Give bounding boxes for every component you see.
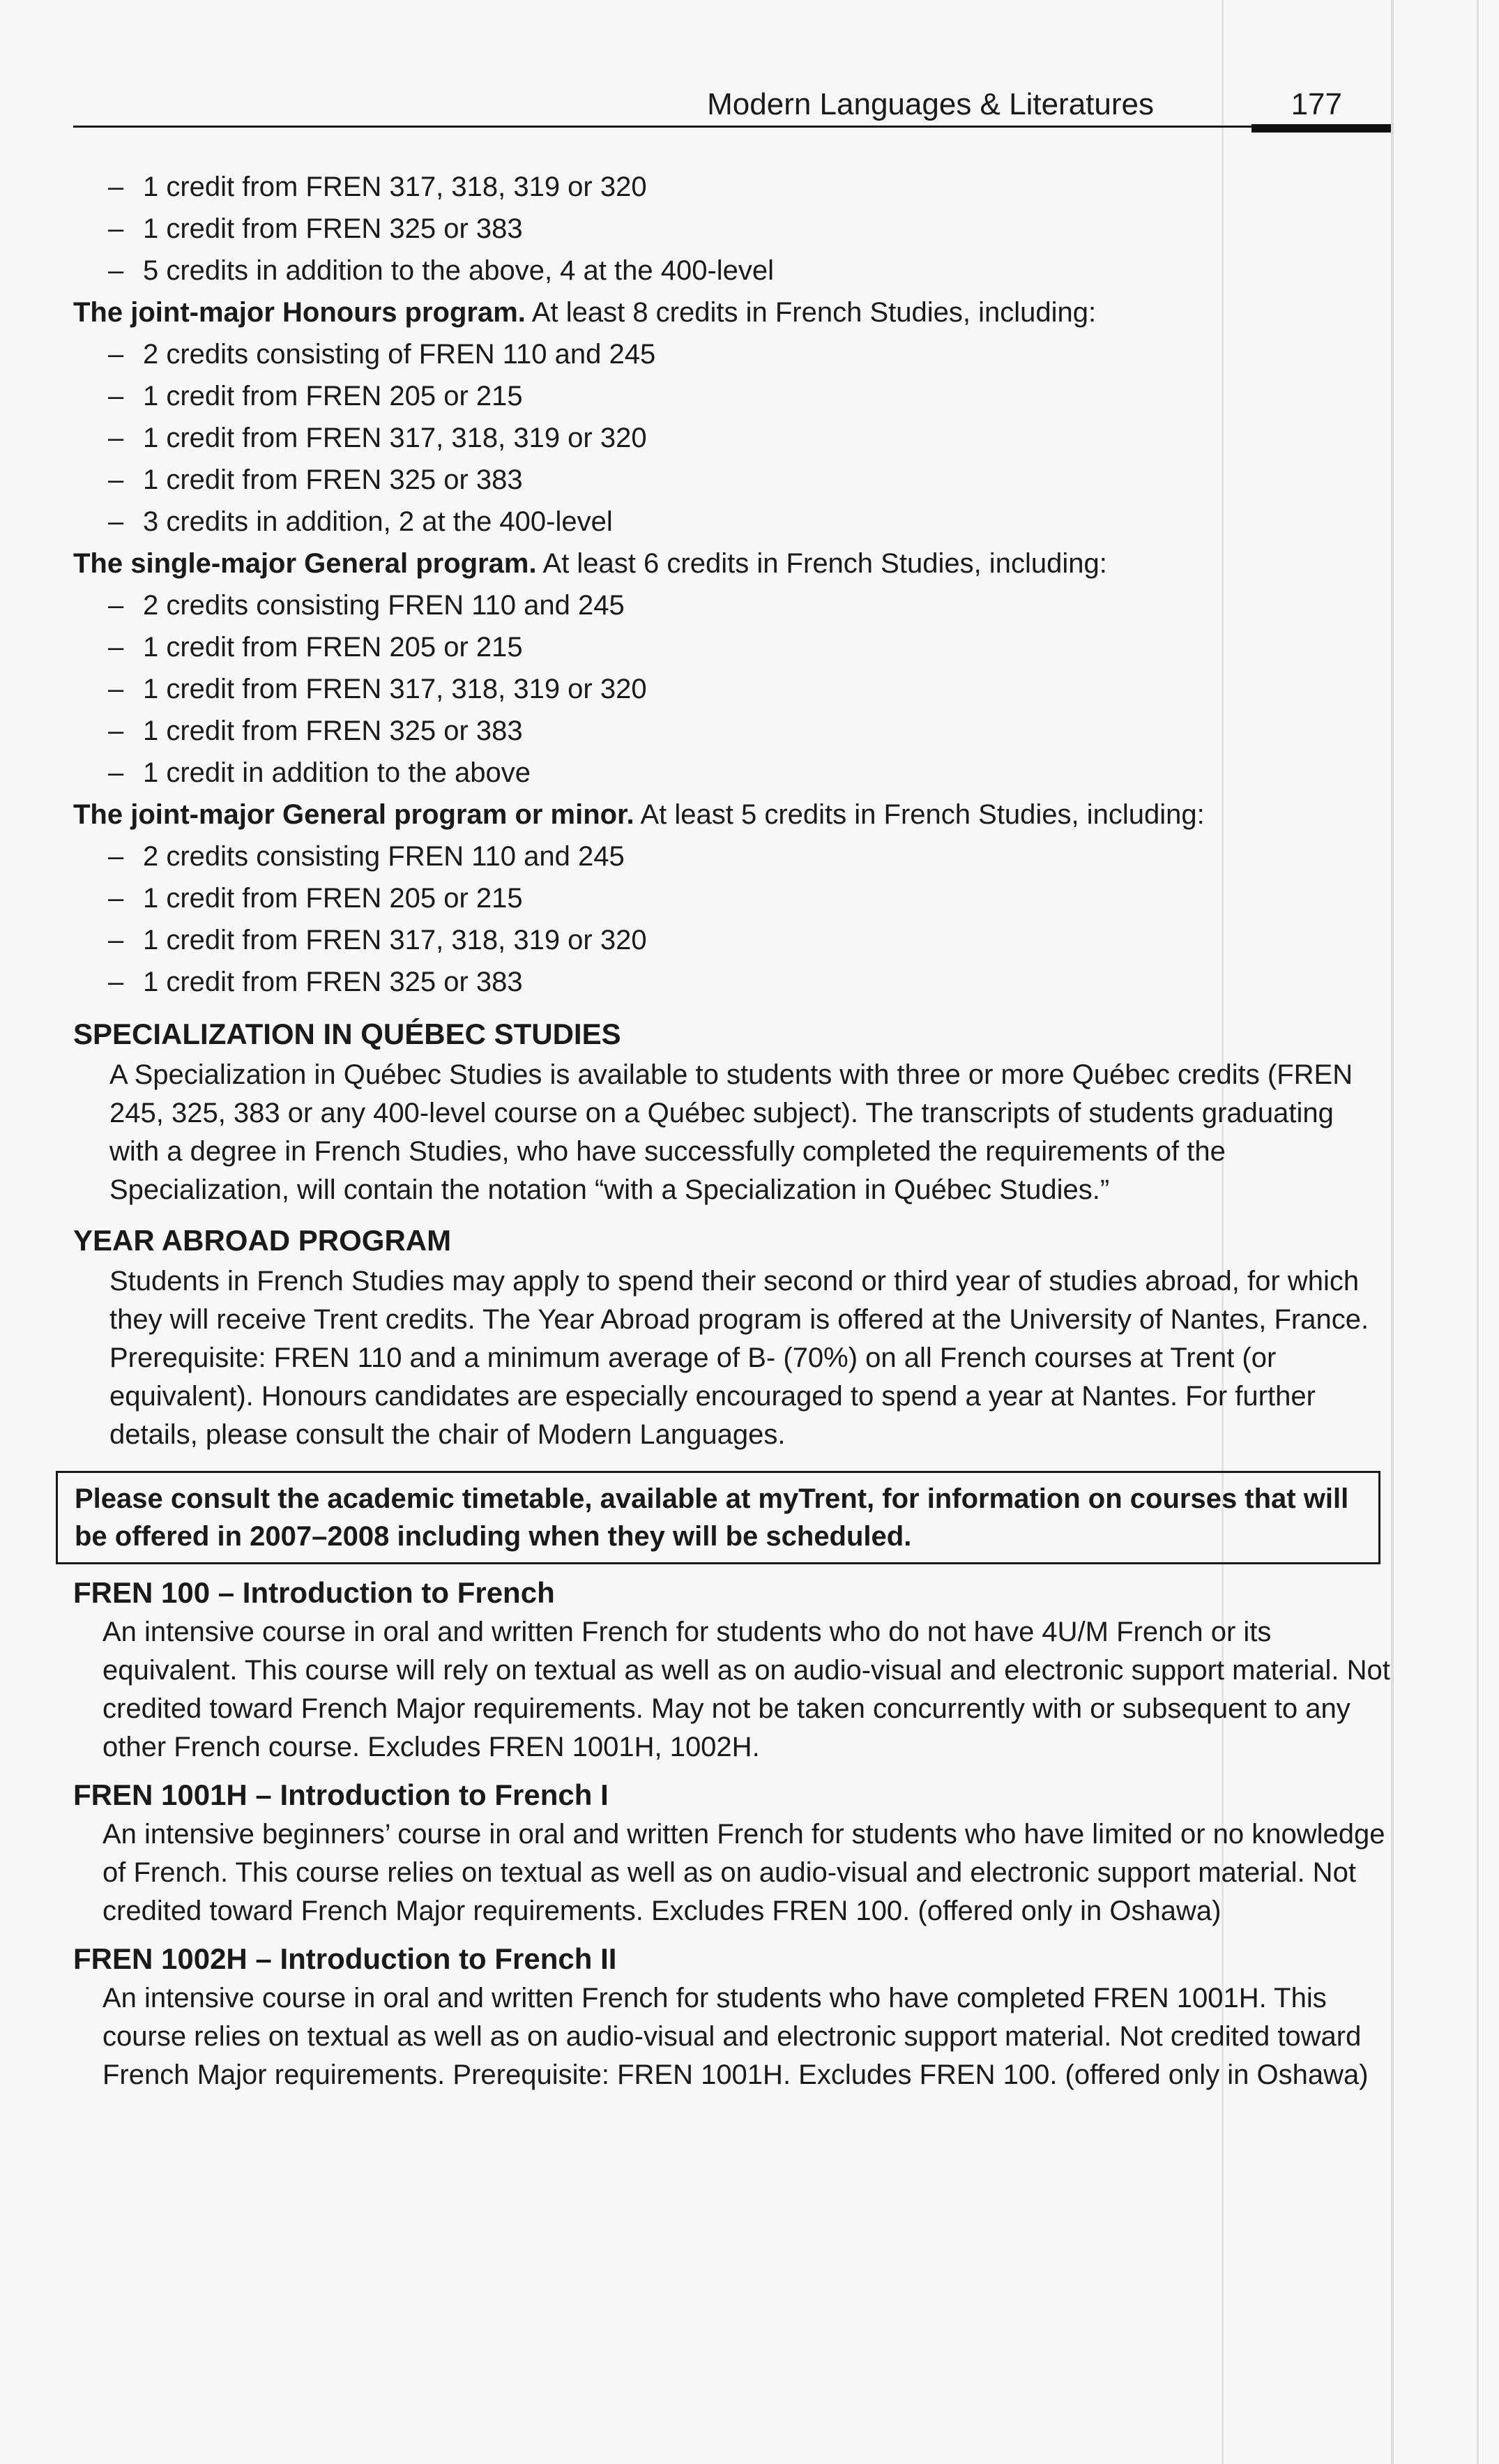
- list-item: – 2 credits consisting of FREN 110 and 245: [108, 339, 656, 370]
- list-item: – 2 credits consisting FREN 110 and 245: [108, 590, 625, 621]
- timetable-notice-box: Please consult the academic timetable, available at myTrent, for information on courses that will be offered in 2007–2008 including when they will be scheduled.: [56, 1471, 1380, 1564]
- list-item: – 1 credit from FREN 325 or 383: [108, 716, 523, 746]
- list-item: – 1 credit from FREN 205 or 215: [108, 883, 523, 914]
- course-title-fren-100: FREN 100 – Introduction to French: [73, 1576, 555, 1609]
- header-rule: [73, 126, 1258, 128]
- list-item: – 1 credit from FREN 205 or 215: [108, 381, 523, 411]
- page-content: [73, 166, 1391, 2094]
- scan-shadow-line: [1391, 0, 1394, 2464]
- section-heading-year-abroad: YEAR ABROAD PROGRAM: [73, 1224, 452, 1257]
- header-title: Modern Languages & Literatures: [707, 87, 1154, 121]
- course-description-fren-1001h: An intensive beginners’ course in oral and written French for students who have limited or no knowledge of French. This course relies on textual as well as on audio-visual and electronic support material. Not credited toward French Major requirements. Excludes FREN 100. (offered only in Oshawa): [102, 1819, 1385, 1926]
- list-item: – 1 credit from FREN 317, 318, 319 or 320: [108, 172, 647, 202]
- scan-shadow-line: [1477, 0, 1479, 2464]
- page-number: 177: [1291, 87, 1342, 121]
- running-header: [73, 84, 1391, 139]
- list-item: – 1 credit from FREN 317, 318, 319 or 320: [108, 423, 647, 453]
- list-item: – 1 credit from FREN 317, 318, 319 or 320: [108, 925, 647, 955]
- list-item: – 2 credits consisting FREN 110 and 245: [108, 841, 625, 872]
- course-title-fren-1001h: FREN 1001H – Introduction to French I: [73, 1778, 609, 1811]
- specialization-text: A Specialization in Québec Studies is available to students with three or more Québec credits (FREN 245, 325, 383 or any 400-level course on a Québec subject). The transcripts of students graduating with a degree in French Studies, who have successfully completed the requirements of the Specialization, will contain the notation “with a Specialization in Québec Studies.”: [109, 1059, 1353, 1205]
- year-abroad-text: Students in French Studies may apply to spend their second or third year of studies abroad, for which they will receive Trent credits. The Year Abroad program is offered at the University of Nantes, France. Prerequisite: FREN 110 and a minimum average of B- (70%) on all French courses at Trent (or equivalent). Honours candidates are especially encouraged to spend a year at Nantes. For further details, please consult the chair of Modern Languages.: [109, 1266, 1369, 1450]
- list-item: – 1 credit from FREN 317, 318, 319 or 320: [108, 674, 647, 704]
- list-item: – 3 credits in addition, 2 at the 400-level: [108, 506, 613, 537]
- course-title-fren-1002h: FREN 1002H – Introduction to French II: [73, 1942, 617, 1975]
- section-heading-specialization: SPECIALIZATION IN QUÉBEC STUDIES: [73, 1018, 621, 1050]
- list-item: – 1 credit from FREN 325 or 383: [108, 967, 523, 997]
- course-description-fren-1002h: An intensive course in oral and written French for students who have completed FREN 1001H. This course relies on textual as well as on audio-visual and electronic support material. Not credited toward French Major requirements. Prerequisite: FREN 1001H. Excludes FREN 100. (offered only in Oshawa): [102, 1983, 1369, 2090]
- program-heading-single-general: The single-major General program. At least 6 credits in French Studies, including:: [73, 548, 1107, 579]
- list-item: – 1 credit from FREN 325 or 383: [108, 213, 523, 244]
- program-heading-joint-general: The joint-major General program or minor. At least 5 credits in French Studies, including:: [73, 799, 1205, 830]
- list-item: – 5 credits in addition to the above, 4 at the 400-level: [108, 255, 775, 286]
- list-item: – 1 credit from FREN 205 or 215: [108, 632, 523, 663]
- course-description-fren-100: An intensive course in oral and written French for students who do not have 4U/M French or its equivalent. This course will rely on textual as well as on audio-visual and electronic support material. Not credited toward French Major requirements. May not be taken concurrently with or subsequent to any other French course. Excludes FREN 1001H, 1002H.: [102, 1617, 1390, 1762]
- list-item: – 1 credit from FREN 325 or 383: [108, 464, 523, 495]
- header-rule-thick: [1251, 124, 1391, 133]
- list-item: – 1 credit in addition to the above: [108, 757, 531, 788]
- program-heading-joint-honours: The joint-major Honours program. At least 8 credits in French Studies, including:: [73, 297, 1097, 328]
